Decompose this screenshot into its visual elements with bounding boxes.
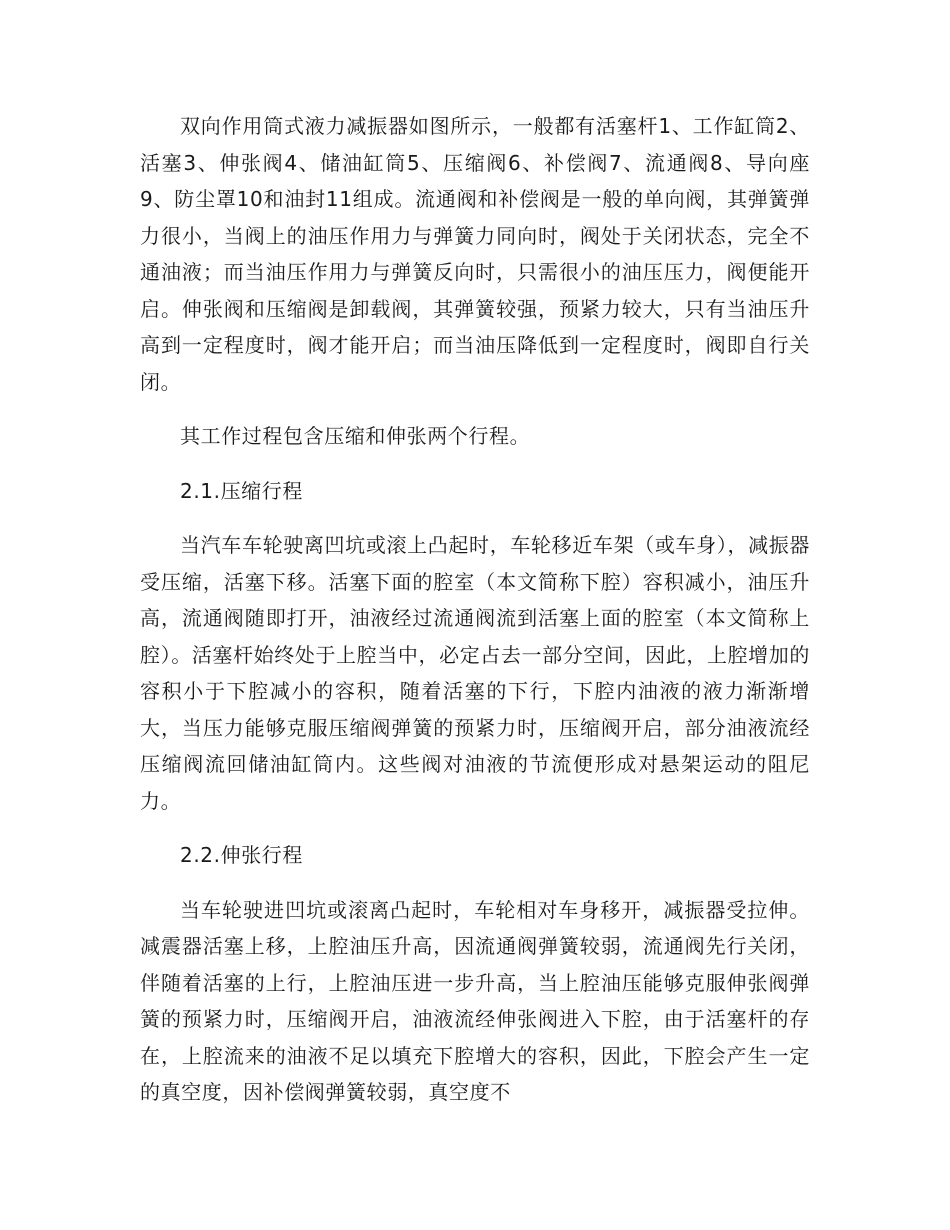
section-heading-extension: 2.2.伸张行程: [180, 843, 303, 867]
paragraph-extension: 当车轮驶进凹坑或滚离凸起时，车轮相对车身移开，减振器受拉伸。减震器活塞上移，上腔油压升高，因流通阀弹簧较弱，流通阀先行关闭，伴随着活塞的上行，上腔油压进一步升高，当上腔油压能够克服伸张阀弹簧的预紧力时，压缩阀开启，油液流经伸张阀进入下腔，由于活塞杆的存在，上腔流来的油液不足以填充下腔增大的容积，因此，下腔会产生一定的真空度，因补偿阀弹簧较弱，真空度不: [140, 897, 810, 1104]
paragraph-intro: 双向作用筒式液力减振器如图所示，一般都有活塞杆1、工作缸筒2、活塞3、伸张阀4、储油缸筒5、压缩阀6、补偿阀7、流通阀8、导向座9、防尘罩10和油封11组成。流通阀和补偿阀是一般的单向阀，其弹簧弹力很小，当阀上的油压作用力与弹簧力同向时，阀处于关闭状态，完全不通油液；而当油压作用力与弹簧反向时，只需很小的油压压力，阀便能开启。伸张阀和压缩阀是卸载阀，其弹簧较强，预紧力较大，只有当油压升高到一定程度时，阀才能开启；而当油压降低到一定程度时，阀即自行关闭。: [140, 114, 810, 394]
document-body: [140, 108, 810, 1129]
paragraph-compression: 当汽车车轮驶离凹坑或滚上凸起时，车轮移近车架（或车身），减振器受压缩，活塞下移。活塞下面的腔室（本文简称下腔）容积减小，油压升高，流通阀随即打开，油液经过流通阀流到活塞上面的腔室（本文简称上腔）。活塞杆始终处于上腔当中，必定占去一部分空间，因此，上腔增加的容积小于下腔减小的容积，随着活塞的下行，下腔内油液的液力渐渐增大，当压力能够克服压缩阀弹簧的预紧力时，压缩阀开启，部分油液流经压缩阀流回储油缸筒内。这些阀对油液的节流便形成对悬架运动的阻尼力。: [140, 533, 810, 813]
section-heading-compression: 2.1.压缩行程: [180, 478, 303, 503]
paragraph-process-summary: 其工作过程包含压缩和伸张两个行程。: [180, 424, 531, 448]
